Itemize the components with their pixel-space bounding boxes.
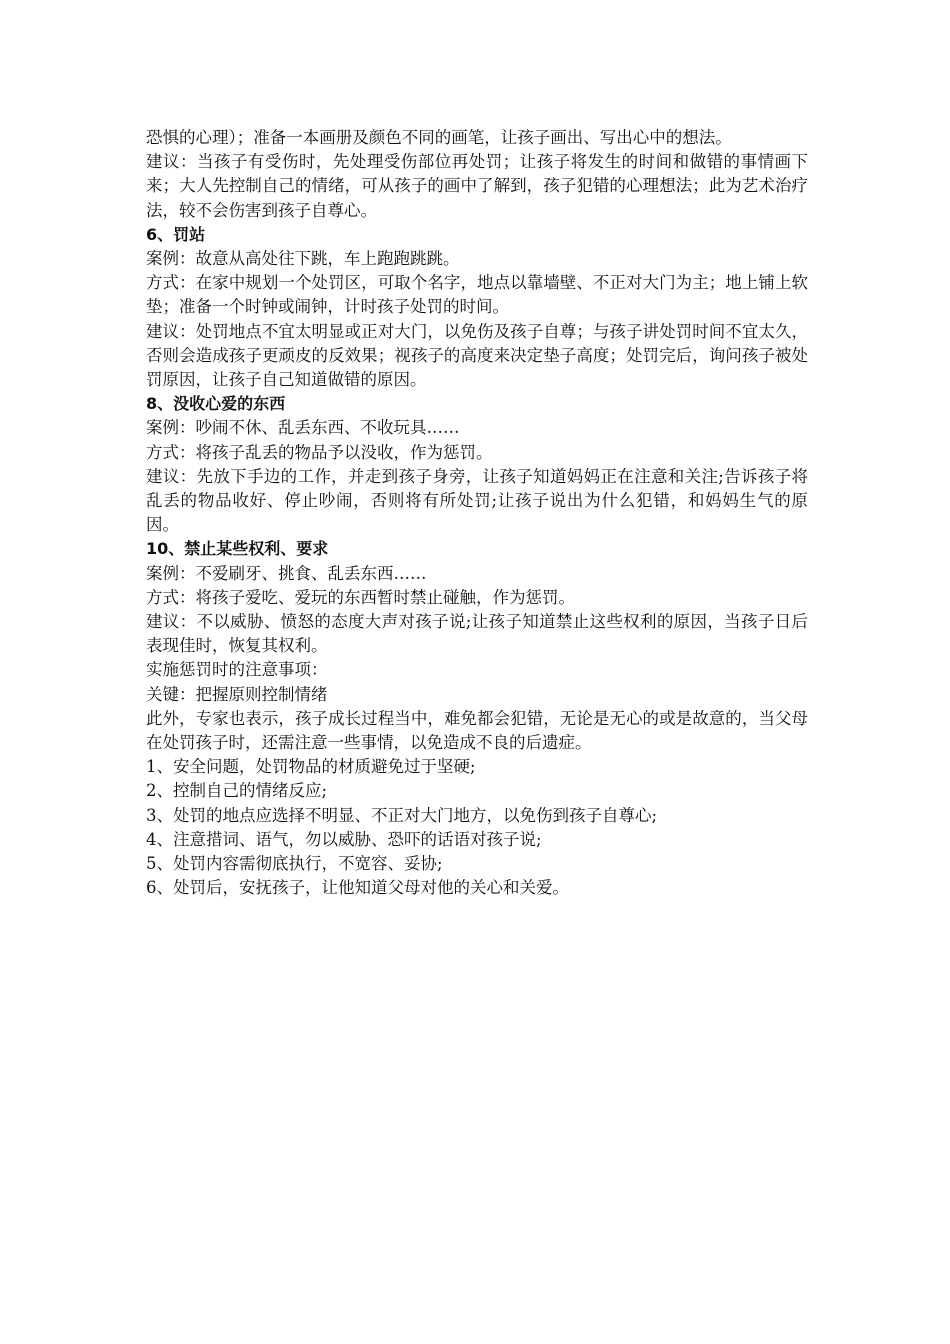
paragraph-drawing-method: 恐惧的心理）；准备一本画册及颜色不同的画笔，让孩子画出、写出心中的想法。 [146, 128, 732, 147]
paragraph-confiscation-method: 方式：将孩子乱丢的物品予以没收，作为惩罚。 [146, 442, 493, 462]
paragraph-confiscation-advice: 建议：先放下手边的工作，并走到孩子身旁，让孩子知道妈妈正在注意和关注;告诉孩子将乱丢的物品收好、停止吵闹，否则将有所处罚;让孩子说出为什么犯错，和妈妈生气的原因。 [146, 466, 808, 535]
paragraph-standing-advice: 建议：处罚地点不宜太明显或正对大门，以免伤及孩子自尊；与孩子讲处罚时间不宜太久，否则会造成孩子更顽皮的反效果；视孩子的高度来决定垫子高度；处罚完后，询问孩子被处罚原因，让孩子自己知道做错的原因。 [146, 321, 808, 390]
paragraph-restrict-method: 方式：将孩子爱吃、爱玩的东西暂时禁止碰触，作为惩罚。 [146, 587, 575, 607]
list-item-wording: 4、注意措词、语气，勿以威胁、恐吓的话语对孩子说; [146, 829, 542, 849]
section-heading-standing-punishment: 6、罚站 [146, 224, 206, 244]
paragraph-standing-method: 方式：在家中规划一个处罚区，可取个名字，地点以靠墙壁、不正对大门为主；地上铺上软垫；准备一个时钟或闹钟，计时孩子处罚的时间。 [146, 273, 808, 317]
paragraph-drawing-advice: 建议：当孩子有受伤时，先处理受伤部位再处罚；让孩子将发生的时间和做错的事情画下来；大人先控制自己的情绪，可从孩子的画中了解到，孩子犯错的心理想法；此为艺术治疗法，较不会伤害到孩子自尊心。 [146, 152, 808, 220]
paragraph-expert-note: 此外，专家也表示，孩子成长过程当中，难免都会犯错，无论是无心的或是故意的，当父母在处罚孩子时，还需注意一些事情，以免造成不良的后遗症。 [146, 708, 808, 753]
list-item-safety: 1、安全问题，处罚物品的材质避免过于坚硬; [146, 757, 476, 777]
list-item-execution: 5、处罚内容需彻底执行，不宽容、妥协; [146, 854, 443, 874]
paragraph-restrict-case: 案例：不爱刷牙、挑食、乱丢东西…… [146, 563, 427, 583]
paragraph-restrict-advice: 建议：不以威胁、愤怒的态度大声对孩子说;让孩子知道禁止这些权利的原因，当孩子日后表现佳时，恢复其权利。 [146, 612, 808, 656]
section-heading-confiscation: 8、没收心爱的东西 [146, 394, 286, 414]
list-item-emotion-control: 2、控制自己的情绪反应; [146, 781, 328, 801]
list-item-comfort: 6、处罚后，安抚孩子，让他知道父母对他的关心和关爱。 [146, 878, 569, 898]
list-item-location: 3、处罚的地点应选择不明显、不正对大门地方，以免伤到孩子自尊心; [146, 805, 658, 825]
paragraph-key-point: 关键：把握原则控制情绪 [146, 684, 328, 704]
section-heading-restrict-rights: 10、禁止某些权利、要求 [146, 539, 329, 559]
paragraph-standing-case: 案例：故意从高处往下跳，车上跑跑跳跳。 [146, 249, 460, 269]
paragraph-confiscation-case: 案例：吵闹不休、乱丢东西、不收玩具…… [146, 418, 460, 438]
paragraph-notes-title: 实施惩罚时的注意事项： [146, 660, 328, 680]
document-page [146, 126, 808, 901]
